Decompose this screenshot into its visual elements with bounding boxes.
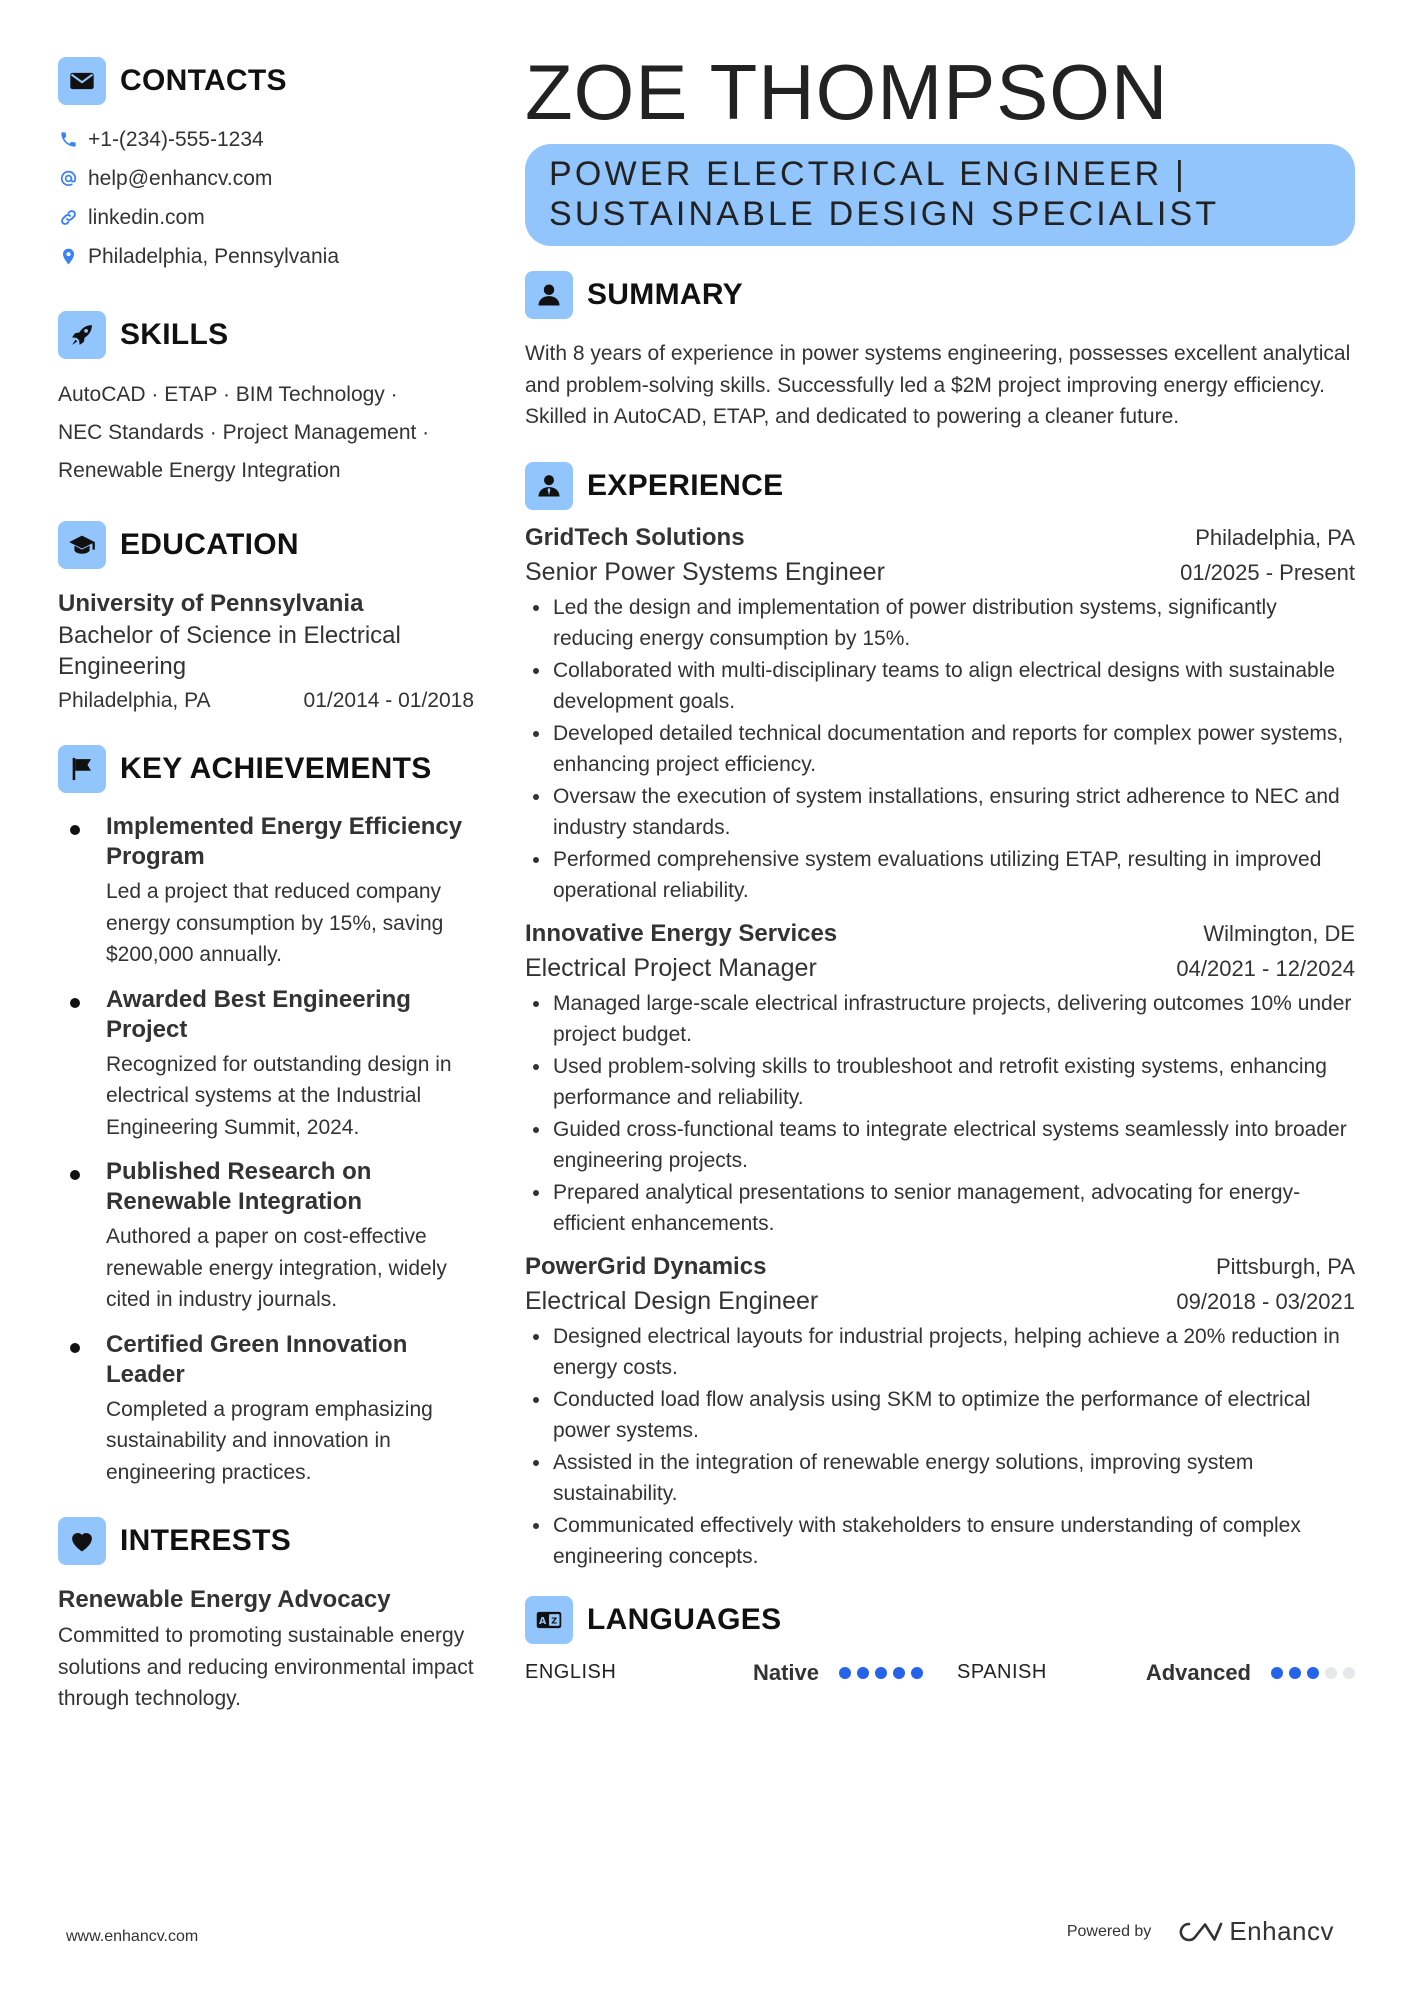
envelope-icon (58, 57, 106, 105)
flag-icon (58, 745, 106, 793)
enhancv-logo-icon (1177, 1919, 1223, 1945)
briefcase-user-icon (525, 462, 573, 510)
bullet-dot (533, 1064, 539, 1070)
skills-list (58, 376, 474, 490)
user-icon (525, 271, 573, 319)
job-bullet (525, 1510, 1355, 1573)
job-header (525, 521, 1355, 555)
bullet-text: Assisted in the integration of renewable energy solutions, improving system sustainability. (553, 1450, 1254, 1505)
achievements-section (58, 744, 474, 1488)
rating-dot-empty (1343, 1667, 1355, 1679)
rating-dot-filled (911, 1667, 923, 1679)
bullet-dot (533, 1190, 539, 1196)
contacts-title: CONTACTS (120, 64, 287, 97)
bullet-text: Designed electrical layouts for industrial projects, helping achieve a 20% reduction in energy costs. (553, 1324, 1340, 1379)
bullet-dot (533, 605, 539, 611)
at-sign-icon (58, 169, 78, 189)
linkedin-text: linkedin.com (88, 205, 205, 229)
bullet-dot (533, 857, 539, 863)
summary-section (525, 270, 1355, 433)
rating-dot-filled (1307, 1667, 1319, 1679)
education-school: University of Pennsylvania (58, 590, 364, 617)
languages-list (525, 1653, 1355, 1693)
bullet-dot (533, 668, 539, 674)
bullet-text: Oversaw the execution of system installations, ensuring strict adherence to NEC and industry standards. (553, 784, 1340, 839)
achievement-item (58, 1157, 474, 1316)
skills-line: AutoCAD · ETAP · BIM Technology · (58, 383, 398, 406)
bullet-dot (533, 1397, 539, 1403)
achievement-desc: Completed a program emphasizing sustainability and innovation in engineering practices. (106, 1397, 433, 1484)
svg-text:Z: Z (551, 1615, 558, 1625)
job-location: Wilmington, DE (1203, 920, 1355, 946)
job-role: Electrical Design Engineer (525, 1286, 819, 1315)
bullet-text: Communicated effectively with stakeholders to ensure understanding of complex engineering concepts. (553, 1513, 1301, 1568)
job-bullets (525, 1321, 1355, 1573)
contacts-header (58, 56, 474, 106)
job-entry (525, 1250, 1355, 1573)
achievement-title: Published Research on Renewable Integration (106, 1158, 372, 1215)
contact-linkedin[interactable] (58, 198, 474, 237)
achievement-title: Implemented Energy Efficiency Program (106, 813, 463, 870)
education-header (58, 520, 474, 570)
enhancv-brand-text: Enhancv (1229, 1916, 1334, 1946)
achievement-desc: Recognized for outstanding design in electrical systems at the Industrial Engineering Summit, 2024. (106, 1052, 452, 1139)
job-dates: 04/2021 - 12/2024 (1176, 955, 1355, 981)
bullet-dot (533, 731, 539, 737)
skills-section (58, 310, 474, 490)
education-section (58, 520, 474, 718)
headline-line: SUSTAINABLE DESIGN SPECIALIST (549, 195, 1220, 233)
rating-dot-filled (893, 1667, 905, 1679)
bullet-text: Used problem-solving skills to troubleshoot and retrofit existing systems, enhancing performance and reliability. (553, 1054, 1327, 1109)
job-bullet (525, 1321, 1355, 1384)
job-company: PowerGrid Dynamics (525, 1252, 767, 1280)
bullet-dot (533, 1334, 539, 1340)
job-company: GridTech Solutions (525, 523, 745, 551)
email-text: help@enhancv.com (88, 166, 273, 190)
bullet-dot (533, 1523, 539, 1529)
achievements-header (58, 744, 474, 794)
language-item (525, 1653, 923, 1693)
interests-title: INTERESTS (120, 1524, 292, 1557)
achievement-item (58, 985, 474, 1144)
rating-dot-filled (875, 1667, 887, 1679)
languages-title: LANGUAGES (587, 1602, 782, 1636)
svg-text:A: A (538, 1615, 547, 1627)
language-level: Native (752, 1659, 819, 1685)
headline-box (525, 144, 1355, 246)
language-item (957, 1653, 1355, 1693)
languages-header (525, 1595, 1355, 1645)
language-rating (839, 1667, 923, 1679)
bullet-dot (533, 794, 539, 800)
translate-icon (525, 1596, 573, 1644)
contact-location (58, 237, 474, 276)
job-bullet (525, 718, 1355, 781)
job-company: Innovative Energy Services (525, 919, 838, 947)
job-bullet (525, 1447, 1355, 1510)
interests-header (58, 1516, 474, 1566)
summary-title: SUMMARY (587, 278, 743, 311)
bullet-text: Developed detailed technical documentation and reports for complex power systems, enhancing project efficiency. (553, 721, 1344, 776)
interest-desc: Committed to promoting sustainable energy solutions and reducing environmental impact through technology. (58, 1624, 474, 1710)
summary-text: With 8 years of experience in power systems engineering, possesses excellent analytical and problem-solving skills. Successfully led a $2M project improving energy efficiency. Skilled in AutoCAD, ETAP, and dedicated to powering a cleaner future. (525, 342, 1351, 428)
job-bullet (525, 1051, 1355, 1114)
interests-section (58, 1516, 474, 1715)
job-role: Senior Power Systems Engineer (525, 557, 885, 586)
job-bullets (525, 988, 1355, 1240)
contact-email[interactable] (58, 159, 474, 198)
achievements-title: KEY ACHIEVEMENTS (120, 752, 432, 785)
interest-title: Renewable Energy Advocacy (58, 1586, 391, 1613)
job-bullets (525, 592, 1355, 907)
rocket-icon (58, 311, 106, 359)
language-rating (1271, 1667, 1355, 1679)
bullet-dot (533, 1460, 539, 1466)
language-name: SPANISH (957, 1661, 1047, 1683)
bullet-text: Collaborated with multi-disciplinary teams to align electrical designs with sustainable development goals. (553, 658, 1336, 713)
bullet-dot (70, 1170, 80, 1180)
language-name: ENGLISH (525, 1661, 617, 1683)
skills-header (58, 310, 474, 360)
rating-dot-filled (1271, 1667, 1283, 1679)
skills-line: NEC Standards · Project Management · (58, 421, 430, 444)
location-text: Philadelphia, Pennsylvania (88, 244, 340, 268)
summary-header (525, 270, 1355, 320)
job-dates: 09/2018 - 03/2021 (1176, 1288, 1355, 1314)
graduation-cap-icon (58, 521, 106, 569)
heart-icon (58, 1517, 106, 1565)
bullet-text: Performed comprehensive system evaluations utilizing ETAP, resulting in improved operational reliability. (553, 847, 1322, 902)
job-header (525, 1250, 1355, 1284)
languages-section (525, 1595, 1355, 1693)
bullet-dot (70, 825, 80, 835)
achievement-desc: Authored a paper on cost-effective renewable energy integration, widely cited in industry journals. (106, 1225, 447, 1311)
bullet-text: Conducted load flow analysis using SKM to optimize the performance of electrical power systems. (553, 1387, 1311, 1442)
job-role: Electrical Project Manager (525, 953, 817, 982)
job-dates: 01/2025 - Present (1180, 559, 1355, 585)
candidate-name: ZOE THOMPSON (525, 48, 1169, 136)
job-entry (525, 917, 1355, 1240)
phone-text: +1-(234)-555-1234 (88, 127, 264, 151)
phone-icon (58, 130, 78, 150)
bullet-dot (70, 998, 80, 1008)
skills-title: SKILLS (120, 318, 229, 351)
bullet-dot (70, 1343, 80, 1353)
job-bullet (525, 1384, 1355, 1447)
job-bullet (525, 988, 1355, 1051)
right-column (525, 44, 1355, 1693)
job-bullet (525, 1114, 1355, 1177)
job-bullet (525, 592, 1355, 655)
education-title: EDUCATION (120, 528, 299, 561)
rating-dot-filled (839, 1667, 851, 1679)
rating-dot-empty (1325, 1667, 1337, 1679)
language-level: Advanced (1145, 1659, 1251, 1685)
experience-section (525, 461, 1355, 1573)
rating-dot-filled (1289, 1667, 1301, 1679)
achievement-title: Awarded Best Engineering Project (106, 985, 411, 1043)
job-subheader (525, 1284, 1355, 1319)
contact-phone[interactable] (58, 120, 474, 159)
rating-dot-filled (857, 1667, 869, 1679)
education-dates: 01/2014 - 01/2018 (303, 689, 474, 712)
headline-line: POWER ELECTRICAL ENGINEER | (549, 155, 1188, 193)
left-column (58, 56, 474, 1715)
achievement-title: Certified Green Innovation Leader (106, 1330, 408, 1388)
job-subheader (525, 951, 1355, 986)
job-bullet (525, 781, 1355, 844)
education-degree: Bachelor of Science in Electrical Engineering (58, 622, 401, 680)
powered-by-text: Powered by (1066, 1922, 1152, 1940)
job-entry (525, 521, 1355, 907)
achievement-item (58, 1330, 474, 1489)
bullet-text: Guided cross-functional teams to integrate electrical systems seamlessly into broader engineering projects. (553, 1117, 1347, 1172)
link-icon (58, 208, 78, 228)
bullet-text: Led the design and implementation of power distribution systems, significantly reducing energy consumption by 15%. (553, 595, 1277, 650)
job-bullet (525, 844, 1355, 907)
education-location: Philadelphia, PA (58, 689, 211, 712)
achievement-desc: Led a project that reduced company energy consumption by 15%, saving $200,000 annually. (106, 880, 444, 966)
experience-title: EXPERIENCE (587, 468, 784, 502)
job-location: Pittsburgh, PA (1216, 1253, 1355, 1279)
job-subheader (525, 555, 1355, 590)
experience-header (525, 461, 1355, 511)
achievement-item (58, 812, 474, 971)
bullet-dot (533, 1001, 539, 1007)
job-location: Philadelphia, PA (1195, 524, 1355, 550)
bullet-text: Prepared analytical presentations to senior management, advocating for energy-efficient enhancements. (553, 1180, 1301, 1235)
contacts-section (58, 56, 474, 276)
education-meta (58, 684, 474, 718)
footer-branding (1067, 1916, 1334, 1947)
bullet-dot (533, 1127, 539, 1133)
footer-website[interactable]: www.enhancv.com (66, 1928, 199, 1945)
map-pin-icon (58, 247, 78, 267)
job-header (525, 917, 1355, 951)
job-bullet (525, 1177, 1355, 1240)
skills-line: Renewable Energy Integration (58, 459, 341, 482)
bullet-text: Managed large-scale electrical infrastructure projects, delivering outcomes 10% under project budget. (553, 991, 1352, 1046)
job-bullet (525, 655, 1355, 718)
